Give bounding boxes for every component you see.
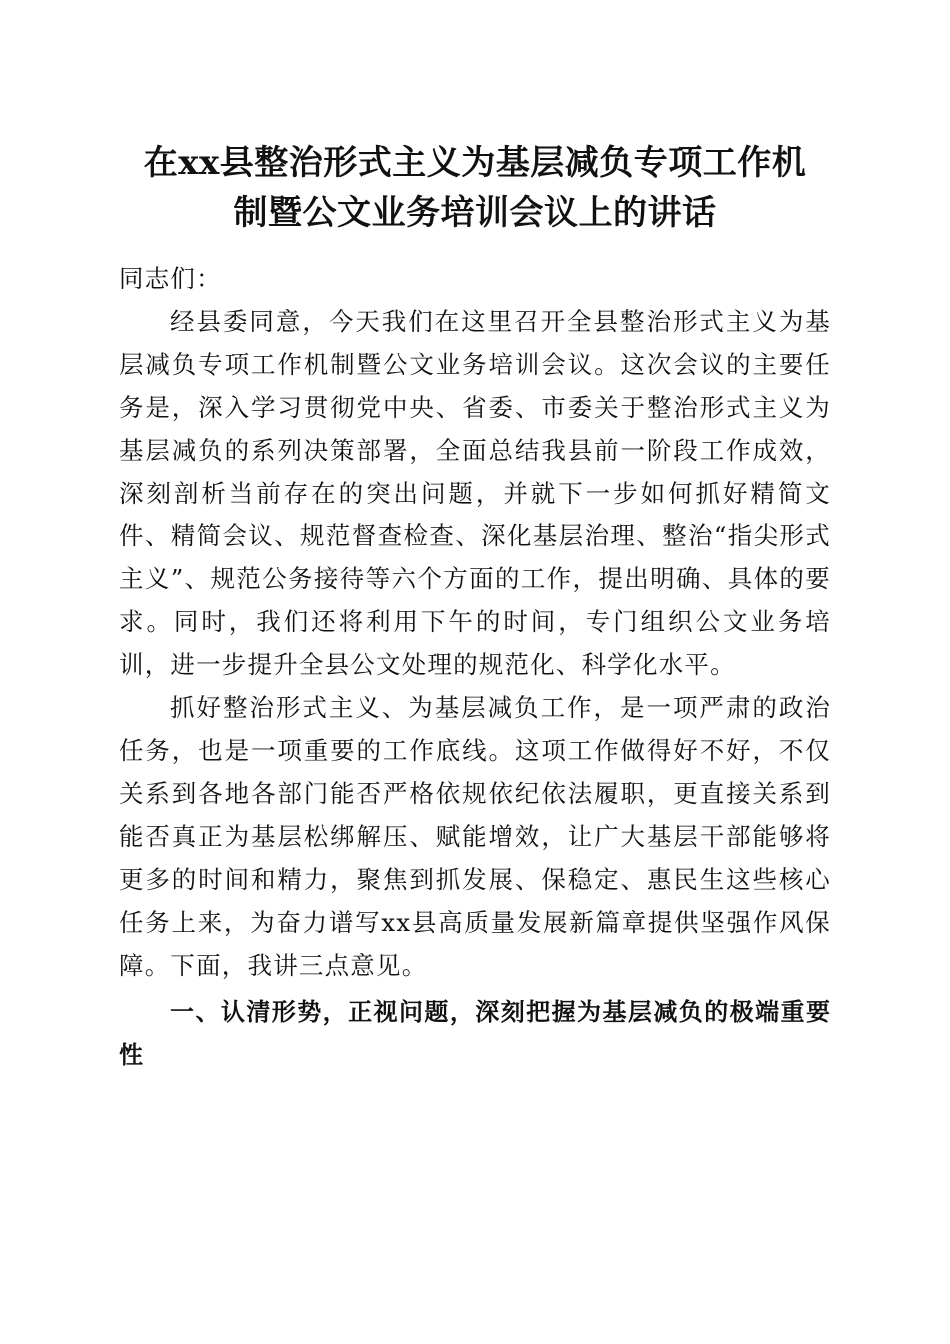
salutation: 同志们： — [119, 264, 222, 293]
section-heading-1: 一、认清形势，正视问题，深刻把握为基层减负的极端重要性 — [119, 998, 831, 1069]
paragraph-intro: 经县委同意，今天我们在这里召开全县整治形式主义为基层减负专项工作机制暨公文业务培训会议。这次会议的主要任务是，深入学习贯彻党中央、省委、市委关于整治形式主义为基层减负的系列决策部署，全面总结我县前一阶段工作成效，深刻剖析当前存在的突出问题，并就下一步如何抓好精简文件、精简会议、规范督查检查、深化基层治理、整治“指尖形式主义”、规范公务接待等六个方面的工作，提出明确、具体的要求。同时，我们还将利用下午的时间，专门组织公文业务培训，进一步提升全县公文处理的规范化、科学化水平。 — [119, 306, 831, 680]
document-title — [110, 138, 840, 238]
document-body — [119, 258, 831, 1076]
title-line-2: 制暨公文业务培训会议上的讲话 — [233, 193, 717, 233]
paragraph-significance: 抓好整治形式主义、为基层减负工作，是一项严肃的政治任务，也是一项重要的工作底线。这项工作做得好不好，不仅关系到各地各部门能否严格依规依纪依法履职，更直接关系到能否真正为基层松绑解压、赋能增效，让广大基层干部能够将更多的时间和精力，聚焦到抓发展、保稳定、惠民生这些核心任务上来，为奋力谱写xx县高质量发展新篇章提供坚强作风保障。下面，我讲三点意见。 — [119, 693, 831, 980]
title-line-1: 在xx县整治形式主义为基层减负专项工作机 — [143, 143, 807, 183]
